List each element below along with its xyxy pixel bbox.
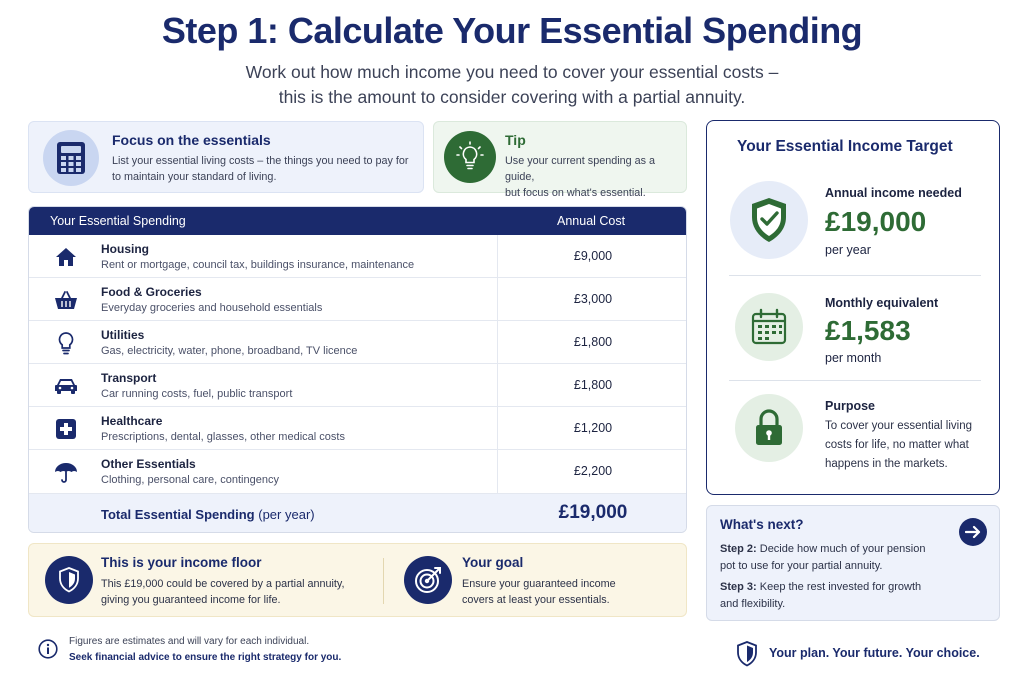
- medical-cross-icon: [53, 417, 79, 441]
- lightbulb-icon: [53, 331, 79, 355]
- tip-card: [433, 121, 687, 199]
- spending-table: [28, 206, 687, 533]
- info-icon: [38, 639, 58, 664]
- calendar-icon: [735, 293, 803, 361]
- total-value: £19,000: [558, 502, 628, 523]
- panel-divider: [729, 380, 981, 381]
- subtitle-line-1: Work out how much income you need to cover your essential costs –: [245, 62, 779, 82]
- purpose-text: [825, 417, 972, 474]
- row-name: Utilities: [101, 328, 145, 342]
- step-3-line-1: Keep the rest invested for growth: [756, 581, 922, 593]
- banner-divider: [383, 558, 384, 604]
- annual-unit: per year: [825, 243, 871, 257]
- focus-card: [28, 121, 424, 193]
- table-row-healthcare: [29, 407, 686, 450]
- tip-card-line-2: but focus on what's essential.: [505, 187, 646, 199]
- row-description: Everyday groceries and household essentials: [101, 302, 323, 314]
- page-title: Step 1: Calculate Your Essential Spending: [161, 10, 863, 51]
- goal-text: [462, 576, 616, 608]
- table-header: [29, 207, 686, 235]
- income-floor-text: [101, 576, 344, 608]
- total-label-text: Total Essential Spending: [101, 507, 255, 522]
- purpose-line-2: costs for life, no matter what: [825, 439, 969, 451]
- target-panel-title: Your Essential Income Target: [737, 138, 953, 155]
- panel-divider: [729, 275, 981, 276]
- table-row-food: [29, 278, 686, 321]
- monthly-value: £1,583: [825, 315, 911, 346]
- page-subtitle: [0, 60, 1024, 110]
- shield-check-icon: [730, 181, 808, 259]
- target-icon: [404, 556, 452, 604]
- row-description: Gas, electricity, water, phone, broadband, TV licence: [101, 345, 358, 357]
- focus-card-text: [112, 153, 408, 185]
- goal-heading: Your goal: [462, 555, 524, 570]
- row-cost: £2,200: [573, 464, 613, 478]
- monthly-label: Monthly equivalent: [825, 296, 939, 310]
- subtitle-line-2: this is the amount to consider covering with a partial annuity.: [278, 87, 746, 107]
- house-icon: [53, 245, 79, 269]
- footnote-advice: Seek financial advice to ensure the right strategy for you.: [69, 652, 342, 663]
- lightbulb-icon: [444, 131, 496, 183]
- table-total-row: [29, 494, 686, 533]
- goal-line-2: covers at least your essentials.: [462, 594, 610, 606]
- row-description: Rent or mortgage, council tax, buildings insurance, maintenance: [101, 259, 415, 271]
- row-name: Transport: [101, 371, 157, 385]
- focus-card-line-2: to maintain your standard of living.: [112, 171, 277, 183]
- whats-next-card: [706, 505, 1000, 621]
- focus-card-line-1: List your essential living costs – the things you need to pay for: [112, 155, 409, 167]
- income-target-panel: [706, 120, 1000, 495]
- tip-card-heading: Tip: [505, 132, 526, 148]
- purpose-label: Purpose: [825, 399, 876, 413]
- row-cost: £1,200: [573, 421, 613, 435]
- table-row-transport: [29, 364, 686, 407]
- footnote-disclaimer: Figures are estimates and will vary for each individual.: [69, 636, 310, 647]
- tip-card-text: [505, 153, 686, 201]
- table-row-housing: [29, 235, 686, 278]
- purpose-line-1: To cover your essential living: [825, 420, 973, 432]
- row-description: Prescriptions, dental, glasses, other medical costs: [101, 431, 345, 443]
- annual-label: Annual income needed: [825, 186, 962, 200]
- row-name: Healthcare: [101, 414, 163, 428]
- shield-icon: [45, 556, 93, 604]
- step-2-line-1: Decide how much of your pension: [756, 543, 926, 555]
- income-floor-banner: [28, 543, 687, 617]
- total-label: [101, 507, 315, 522]
- purpose-line-3: happens in the markets.: [825, 458, 948, 470]
- row-name: Housing: [101, 242, 149, 256]
- umbrella-icon: [53, 460, 79, 484]
- table-row-other: [29, 450, 686, 494]
- tip-card-line-1: Use your current spending as a guide,: [505, 155, 656, 183]
- step-2-label: Step 2:: [720, 543, 757, 555]
- income-floor-line-1: This £19,000 could be covered by a partial annuity,: [101, 578, 345, 590]
- tagline: Your plan. Your future. Your choice.: [769, 646, 980, 660]
- step-3-text: [720, 579, 970, 613]
- row-description: Car running costs, fuel, public transport: [101, 388, 293, 400]
- goal-line-1: Ensure your guaranteed income: [462, 578, 616, 590]
- row-cost: £1,800: [573, 378, 613, 392]
- total-label-suffix: (per year): [258, 507, 315, 522]
- income-floor-line-2: giving you guaranteed income for life.: [101, 594, 281, 606]
- row-name: Other Essentials: [101, 457, 196, 471]
- padlock-icon: [735, 394, 803, 462]
- whats-next-title: What's next?: [720, 517, 804, 532]
- calculator-icon: [43, 130, 99, 186]
- header-annual-cost: Annual Cost: [557, 214, 626, 228]
- row-name: Food & Groceries: [101, 285, 202, 299]
- income-floor-heading: This is your income floor: [101, 555, 262, 570]
- basket-icon: [53, 288, 79, 312]
- row-description: Clothing, personal care, contingency: [101, 474, 279, 486]
- row-cost: £1,800: [573, 335, 613, 349]
- focus-card-heading: Focus on the essentials: [112, 132, 271, 148]
- car-icon: [53, 374, 79, 398]
- step-2-text: [720, 541, 970, 575]
- row-cost: £3,000: [573, 292, 613, 306]
- monthly-unit: per month: [825, 351, 882, 365]
- shield-icon: [736, 641, 758, 672]
- step-2-line-2: pot to use for your partial annuity.: [720, 560, 883, 572]
- header-category: Your Essential Spending: [50, 214, 186, 228]
- step-3-label: Step 3:: [720, 581, 757, 593]
- row-cost: £9,000: [573, 249, 613, 263]
- step-3-line-2: and flexibility.: [720, 598, 786, 610]
- table-row-utilities: [29, 321, 686, 364]
- annual-value: £19,000: [825, 206, 927, 237]
